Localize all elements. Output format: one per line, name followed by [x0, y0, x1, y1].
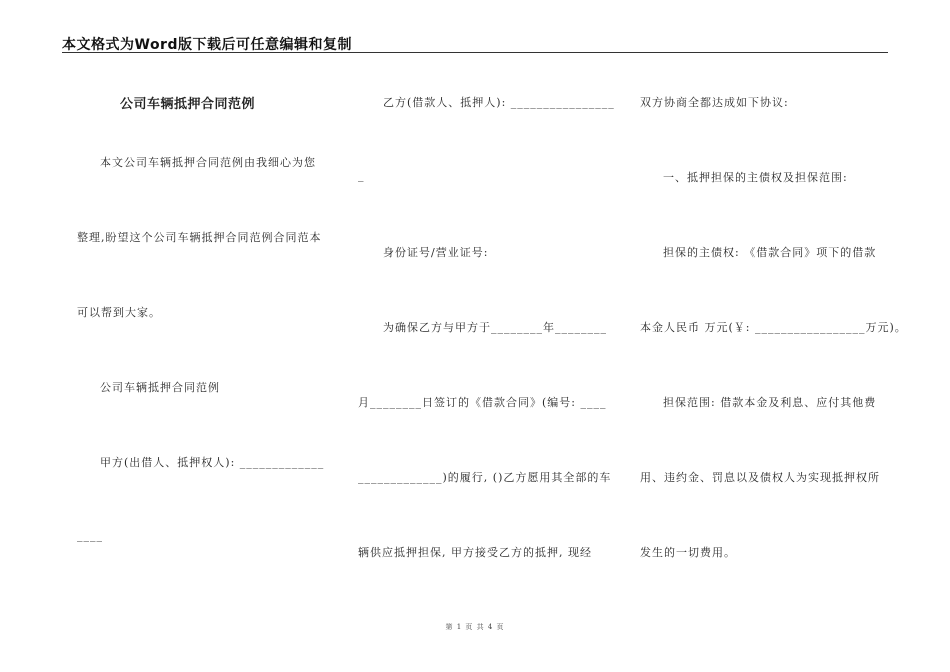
- middle-line-4: 为确保乙方与甲方于________年________: [383, 321, 607, 334]
- document-title: 公司车辆抵押合同范例: [120, 97, 256, 112]
- left-line-1: 本文公司车辆抵押合同范例由我细心为您: [100, 156, 316, 169]
- left-line-5: 甲方(出借人、抵押权人): _____________: [100, 456, 325, 469]
- right-line-1: 双方协商全都达成如下协议:: [640, 96, 789, 109]
- header-divider: [62, 52, 888, 53]
- document-header: 本文格式为Word版下载后可任意编辑和复制: [62, 37, 352, 53]
- left-line-6: ____: [77, 529, 103, 542]
- right-line-7: 发生的一切费用。: [640, 546, 736, 559]
- middle-line-6: _____________)的履行, ()乙方愿用其全部的车: [358, 471, 612, 484]
- middle-line-1: 乙方(借款人、抵押人): ________________: [383, 96, 615, 109]
- middle-line-5: 月________日签订的《借款合同》(编号: ____: [358, 396, 607, 409]
- left-line-3: 可以帮到大家。: [77, 306, 161, 319]
- right-line-4: 本金人民币 万元(￥: _________________万元)。: [640, 321, 907, 334]
- left-line-2: 整理,盼望这个公司车辆抵押合同范例合同范本: [77, 231, 322, 244]
- middle-line-7: 辆供应抵押担保, 甲方接受乙方的抵押, 现经: [358, 546, 592, 559]
- right-line-2: 一、抵押担保的主债权及担保范围:: [663, 171, 848, 184]
- right-line-3: 担保的主债权: 《借款合同》项下的借款: [663, 246, 877, 259]
- page-number: 第 1 页 共 4 页: [445, 623, 505, 631]
- left-line-4: 公司车辆抵押合同范例: [100, 381, 220, 394]
- right-line-5: 担保范围: 借款本金及利息、应付其他费: [663, 396, 877, 409]
- middle-line-3: 身份证号/营业证号:: [383, 246, 489, 259]
- middle-line-2: _: [358, 169, 365, 182]
- right-line-6: 用、违约金、罚息以及债权人为实现抵押权所: [640, 471, 880, 484]
